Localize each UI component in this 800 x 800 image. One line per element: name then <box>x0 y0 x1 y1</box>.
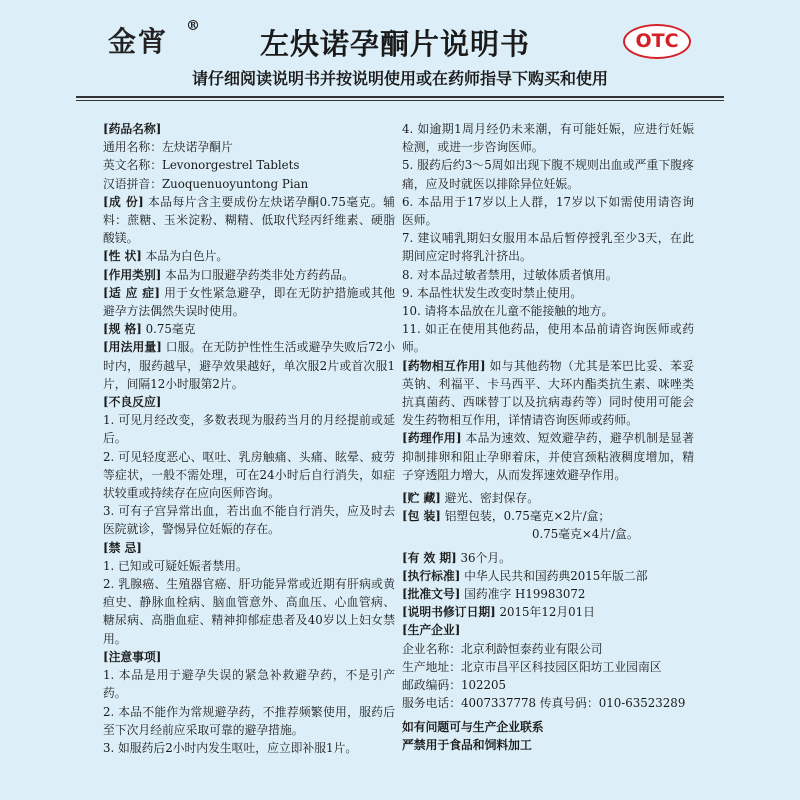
standard-text: 中华人民共和国药典2015年版二部 <box>464 568 648 583</box>
pinyin-name: 汉语拼音：Zuoquenuoyuntong Pian <box>103 176 309 191</box>
validity-section <box>402 549 694 567</box>
note-item: 2. 本品不能作为常规避孕药，不推荐频繁使用，服药后至下次月经前应采取可靠的避孕措施。 <box>103 704 395 737</box>
note-item: 11. 如正在使用其他药品，使用本品前请咨询医师或药师。 <box>402 322 694 355</box>
pharmacology-heading: [药理作用] <box>402 431 462 446</box>
interaction-heading: [药物相互作用] <box>402 358 486 373</box>
note-item: 4. 如逾期1周月经仍未来潮，有可能妊娠，应进行妊娠检测，或进一步咨询医师。 <box>402 122 694 155</box>
right-column <box>402 120 694 800</box>
note-item: 9. 本品性状发生改变时禁止使用。 <box>402 285 583 300</box>
english-name: 英文名称：Levonorgestrel Tablets <box>103 158 300 173</box>
revision-section <box>402 603 694 621</box>
page-title: 左炔诺孕酮片说明书 <box>259 27 530 61</box>
company-address: 生产地址：北京市昌平区科技园区阳坊工业园南区 <box>402 659 662 674</box>
indication-heading: [适 应 症] <box>103 285 161 300</box>
package-line-1: 铝塑包装，0.75毫克×2片/盒； <box>444 509 611 524</box>
character-heading: [性 状] <box>103 249 142 264</box>
adverse-item: 1. 可见月经改变，多数表现为服药当月的月经提前或延后。 <box>103 413 395 446</box>
usage-text: 口服。在无防护性性生活或避孕失败后72小时内，服药越早，避孕效果越好，单次服2片或首次服1片，间隔12小时服第2片。 <box>103 340 395 391</box>
note-item: 10. 请将本品放在儿童不能接触的地方。 <box>402 304 614 319</box>
spec-heading: [规 格] <box>103 322 142 337</box>
note-item: 6. 本品用于17岁以上人群，17岁以下如需使用请咨询医师。 <box>402 194 694 228</box>
validity-text: 36个月。 <box>460 550 511 565</box>
interaction-section <box>402 357 694 430</box>
usage-section <box>103 338 395 393</box>
contraindication-heading: [禁 忌] <box>103 540 142 555</box>
category-heading: [作用类别] <box>103 267 162 282</box>
contact-note: 如有问题可与生产企业联系 <box>402 719 544 734</box>
left-column <box>103 120 395 800</box>
standard-heading: [执行标准] <box>402 568 461 583</box>
indication-text: 用于女性紧急避孕，即在无防护措施或其他避孕方法偶然失误时使用。 <box>103 285 395 319</box>
adverse-item: 2. 可见轻度恶心、呕吐、乳房触痛、头痛、眩晕、疲劳等症状，一般不需处理，可在24小时后自行消失，如症状较重或持续存在应向医师咨询。 <box>103 449 395 501</box>
composition-section <box>103 193 395 248</box>
note-item: 1. 本品是用于避孕失误的紧急补救避孕药，不是引产药。 <box>103 668 395 701</box>
prohibit-note: 严禁用于食品和饲料加工 <box>402 737 532 752</box>
approval-section <box>402 585 694 603</box>
drug-name-heading: [药品名称] <box>103 122 162 136</box>
pharmacology-section <box>402 429 694 484</box>
usage-heading: [用法用量] <box>103 340 162 355</box>
storage-heading: [贮 藏] <box>402 491 441 506</box>
spec-section <box>103 320 395 338</box>
revision-text: 2015年12月01日 <box>499 605 595 620</box>
manufacturer-heading: [生产企业] <box>402 623 461 638</box>
approval-text: 国药准字 H19983072 <box>464 587 586 602</box>
standard-section <box>402 567 694 585</box>
approval-heading: [批准文号] <box>402 587 461 602</box>
postcode: 邮政编码：102205 <box>402 678 507 693</box>
pharmacology-text: 本品为速效、短效避孕药，避孕机制是显著抑制排卵和阻止孕卵着床，并使宫颈粘液稠度增加，精子穿透阻力增大，从而发挥速效避孕作用。 <box>402 431 694 482</box>
composition-text: 本品每片含主要成份左炔诺孕酮0.75毫克。辅料：蔗糖、玉米淀粉、糊精、低取代羟丙纤维素、硬脂酸镁。 <box>103 194 395 246</box>
company-name: 企业名称：北京利龄恒泰药业有限公司 <box>402 641 603 656</box>
composition-heading: [成 份] <box>103 194 144 209</box>
category-text: 本品为口服避孕药类非处方药药品。 <box>165 267 354 282</box>
category-section <box>103 266 395 284</box>
note-item: 5. 服药后约3～5周如出现下腹不规则出血或严重下腹疼痛，应及时就医以排除异位妊娠。 <box>402 158 694 191</box>
divider-thick <box>76 96 724 98</box>
brand-name: 金宵 <box>108 25 169 58</box>
spec-text: 0.75毫克 <box>145 322 196 337</box>
validity-heading: [有 效 期] <box>402 550 457 565</box>
note-item: 3. 如服药后2小时内发生呕吐，应立即补服1片。 <box>103 740 358 755</box>
package-heading: [包 装] <box>402 509 441 524</box>
storage-section <box>402 489 694 507</box>
otc-badge: OTC <box>623 24 691 59</box>
note-item: 8. 对本品过敏者禁用，过敏体质者慎用。 <box>402 267 618 282</box>
notes-heading: [注意事项] <box>103 649 162 664</box>
generic-name: 通用名称：左炔诺孕酮片 <box>103 140 233 155</box>
registered-mark: ® <box>186 18 202 34</box>
note-item: 7. 建议哺乳期妇女服用本品后暂停授乳至少3天，在此期间应定时将乳汁挤出。 <box>402 231 694 264</box>
divider-thin <box>76 100 724 101</box>
indication-section <box>103 284 395 320</box>
character-text: 本品为白色片。 <box>145 249 229 264</box>
phone-fax: 服务电话：4007337778 传真号码：010-63523289 <box>402 696 686 711</box>
usage-instruction: 请仔细阅读说明书并按说明使用或在药师指导下购买和使用 <box>191 69 608 88</box>
adverse-item: 3. 可有子宫异常出血，若出血不能自行消失，应及时去医院就诊，警惕异位妊娠的存在。 <box>103 504 395 537</box>
package-section <box>402 507 694 525</box>
brand-logo <box>108 20 218 60</box>
storage-text: 避光、密封保存。 <box>444 491 540 506</box>
character-section <box>103 247 395 265</box>
package-line-2: 0.75毫克×4片/盒。 <box>532 527 639 542</box>
revision-heading: [说明书修订日期] <box>402 605 496 620</box>
interaction-text: 如与其他药物（尤其是苯巴比妥、苯妥英钠、利福平、卡马西平、大环内酯类抗生素、咪唑类抗真菌药、西咪替丁以及抗病毒药等）同时使用可能会发生药物相互作用，详情请咨询医师或药师。 <box>402 358 694 428</box>
contraindication-item: 1. 已知或可疑妊娠者禁用。 <box>103 558 248 573</box>
contraindication-item: 2. 乳腺癌、生殖器官癌、肝功能异常或近期有肝病或黄疸史、静脉血栓病、脑血管意外、高血压、心血管病、糖尿病、高脂血症、精神抑郁症患者及40岁以上妇女禁用。 <box>103 577 395 646</box>
adverse-heading: [不良反应] <box>103 395 162 410</box>
